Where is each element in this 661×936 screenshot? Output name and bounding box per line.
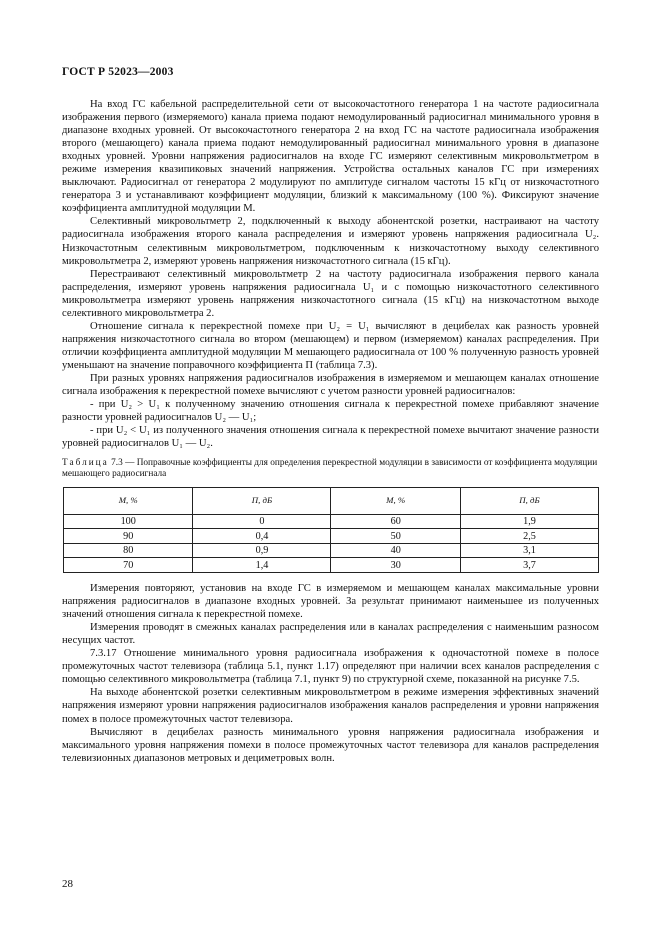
table-cell: 90	[64, 529, 193, 544]
paragraph: На вход ГС кабельной распределительной сети от высокочастотного генератора 1 на частоте радиосигнала изображения первого (измеряемого) канала приема подают немодулированный радиосигнал минимального уровня в диапазоне входных уровней. От высокочастотного генератора 2 на вход ГС на частоте радиосигнала изображения второго (мешающего) канала приема подают немодулированный радиосигнал минимального уровня в диапазоне входных уровней. Уровни напряжения радиосигналов на входе ГС измеряют селективным микровольтметром в режиме измерения квазипиковых значений напряжения. Устройства остальных каналов ГС при измерениях выключают. Радиосигнал от генератора 2 модулируют по амплитуде сигналом частоты 15 кГц от низкочастотного генератора 3 и устанавливают коэффициент модуляции, близкий к максимальному (100 %). Фиксируют значение коэффициента амплитудной модуляции M.	[62, 99, 599, 215]
header-cell-m: M, %	[331, 487, 460, 514]
list-item: - при U₂ < U₁ из полученного значения отношения сигнала к перекрестной помехе вычитают значение разности уровней радиосигналов U₁ — U₂.	[62, 425, 599, 450]
list-item: - при U₂ > U₁ к полученному значению отношения сигнала к перекрестной помехе прибавляют значение разности уровней радиосигналов U₂ — U₁;	[62, 399, 599, 424]
paragraph: Селективный микровольтметр 2, подключенный к выходу абонентской розетки, настраивают на частоту радиосигнала изображения второго канала распределения и измеряют уровень напряжения радиосигнала U₂. Низкочастотным селективным микровольтметром, подключенным к низкочастотному выходу селективного микровольтметра 2, измеряют уровень напряжения низкочастотного сигнала (15 кГц).	[62, 216, 599, 267]
table-row	[64, 529, 599, 544]
table-row	[64, 558, 599, 573]
table-cell: 1,9	[460, 514, 598, 529]
table-caption-text: 7.3 — Поправочные коэффициенты для определения перекрестной модуляции в зависимости от коэффициента модуляции мешающего радиосигнала	[62, 458, 598, 480]
table-cell: 30	[331, 558, 460, 573]
paragraph: При разных уровнях напряжения радиосигналов изображения в измеряемом и мешающем каналах отношение сигнала изображения к перекрестной помехе вычисляют с учетом разности уровней радиосигналов:	[62, 372, 599, 398]
section-paragraph: 7.3.17 Отношение минимального уровня радиосигнала изображения к одночастотной помехе в полосе промежуточных частот телевизора (таблица 5.1, пункт 1.17) определяют при наличии всех каналов распределения с помощью селективного микровольтметра (таблица 7.1, пункт 9) по структурной схеме, показанной на рисунке 7.5.	[62, 648, 599, 686]
table-caption	[62, 458, 599, 480]
table-cell: 80	[64, 543, 193, 558]
table-cell: 100	[64, 514, 193, 529]
table-cell: 1,4	[193, 558, 331, 573]
document-id-header: ГОСТ Р 52023—2003	[62, 66, 174, 78]
table-header-row	[64, 487, 599, 514]
table-cell: 0,4	[193, 529, 331, 544]
table-cell: 70	[64, 558, 193, 573]
table-row	[64, 514, 599, 529]
table-cell: 60	[331, 514, 460, 529]
correction-table	[63, 487, 599, 573]
table-cell: 40	[331, 543, 460, 558]
page-number: 28	[62, 878, 73, 890]
header-cell-p: П, дБ	[460, 487, 598, 514]
table-row	[64, 543, 599, 558]
header-cell-p: П, дБ	[193, 487, 331, 514]
paragraph: Перестраивают селективный микровольтметр 2 на частоту радиосигнала изображения первого канала распределения, измеряют уровень напряжения радиосигнала U₁ и с помощью низкочастотного селективного микровольтметра измеряют уровень напряжения низкочастотного сигнала (15 кГц) на низкочастотном выходе селективного микровольтметра 2.	[62, 268, 599, 319]
main-text	[62, 98, 599, 765]
paragraph: Измерения проводят в смежных каналах распределения или в каналах распределения с наименьшим разносом несущих частот.	[62, 622, 599, 647]
paragraph: На выходе абонентской розетки селективным микровольтметром в режиме измерения эффективных значений напряжения измеряют уровни напряжения радиосигналов изображения каналов распределения и уровни напряжения помех в полосе промежуточных частот телевизора.	[62, 687, 599, 725]
paragraph: Отношение сигнала к перекрестной помехе при U₂ = U₁ вычисляют в децибелах как разность уровней напряжения низкочастотного сигнала во втором (мешающем) и первом (измеряемом) каналах распределения. При отличии коэффициента амплитудной модуляции M мешающего радиосигнала от 100 % полученную разность уровней уменьшают на значение поправочного коэффициента П (таблица 7.3).	[62, 320, 599, 371]
table-cell: 0,9	[193, 543, 331, 558]
table-caption-label: Таблица	[62, 458, 109, 469]
table-cell: 3,7	[460, 558, 598, 573]
table-cell: 2,5	[460, 529, 598, 544]
table-cell: 3,1	[460, 543, 598, 558]
header-cell-m: M, %	[64, 487, 193, 514]
paragraph: Измерения повторяют, установив на входе ГС в измеряемом и мешающем каналах максимальные уровни напряжения радиосигналов в диапазоне входных уровней. За результат принимают наименьшее из полученных значений отношения сигнала к перекрестной помехе.	[62, 583, 599, 621]
table-cell: 0	[193, 514, 331, 529]
paragraph: Вычисляют в децибелах разность минимального уровня напряжения радиосигнала изображения и максимального уровня напряжения помехи в полосе промежуточных частот телевизора для каналов распределения телевизионных диапазонов метровых и дециметровых волн.	[62, 726, 599, 764]
table-cell: 50	[331, 529, 460, 544]
